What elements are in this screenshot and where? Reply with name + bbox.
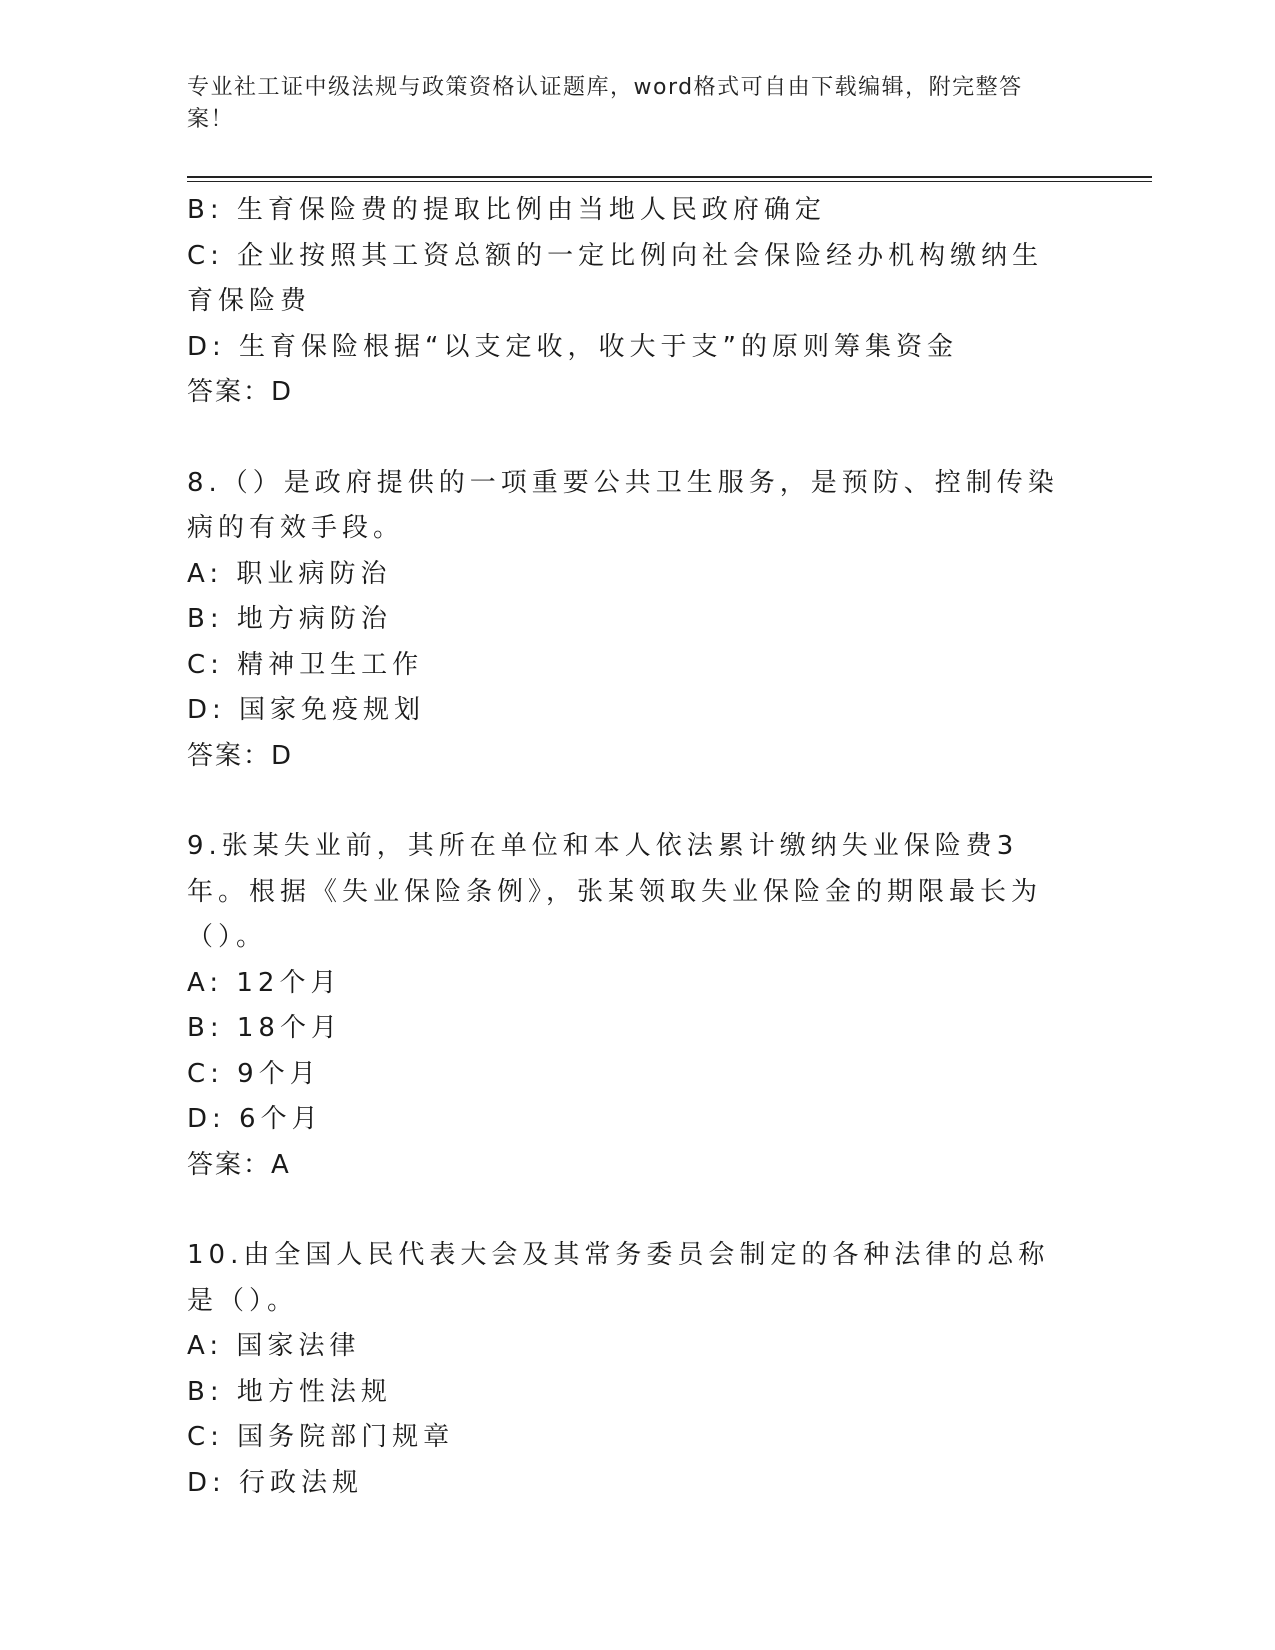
option-b: B: 地方性法规 [187,1376,392,1407]
option-d: D: 国家免疫规划 [187,695,426,725]
option-d: D: 行政法规 [187,1467,364,1498]
option-d: D: 生育保险根据“以支定收，收大于支”的原则筹集资金 [187,331,958,362]
question-9 [187,824,1067,1188]
option-b: B: 18个月 [187,1013,342,1043]
option-a: A: 职业病防治 [187,558,392,589]
question-content [187,188,1067,1506]
option-b: B: 生育保险费的提取比例由当地人民政府确定 [187,195,826,225]
question-8 [187,461,1067,780]
question-10 [187,1233,1067,1506]
option-c: C: 企业按照其工资总额的一定比例向社会保险经办机构缴纳生育保险费 [187,240,1044,316]
document-header: 专业社工证中级法规与政策资格认证题库，word格式可自由下载编辑，附完整答案！ [187,75,1023,132]
option-b: B: 地方病防治 [187,604,392,634]
question-stem: 8.（）是政府提供的一项重要公共卫生服务，是预防、控制传染病的有效手段。 [187,467,1059,543]
option-c: C: 精神卫生工作 [187,649,424,680]
option-a: A: 国家法律 [187,1331,361,1361]
option-c: C: 国务院部门规章 [187,1422,455,1452]
option-d: D: 6个月 [187,1104,323,1134]
answer-line: 答案：A [187,1149,291,1180]
question-stem: 9.张某失业前，其所在单位和本人依法累计缴纳失业保险费3年。根据《失业保险条例》，张某领取失业保险金的期限最长为（）。 [187,831,1043,952]
option-a: A: 12个月 [187,967,342,998]
answer-line: 答案：D [187,740,294,771]
header-rule-thick [187,176,1152,178]
option-c: C: 9个月 [187,1058,321,1089]
answer-line: 答案：D [187,377,294,407]
question-7-continued [187,188,1067,416]
question-stem: 10.由全国人民代表大会及其常务委员会制定的各种法律的总称是（）。 [187,1240,1050,1316]
header-rule-thin [187,181,1152,182]
